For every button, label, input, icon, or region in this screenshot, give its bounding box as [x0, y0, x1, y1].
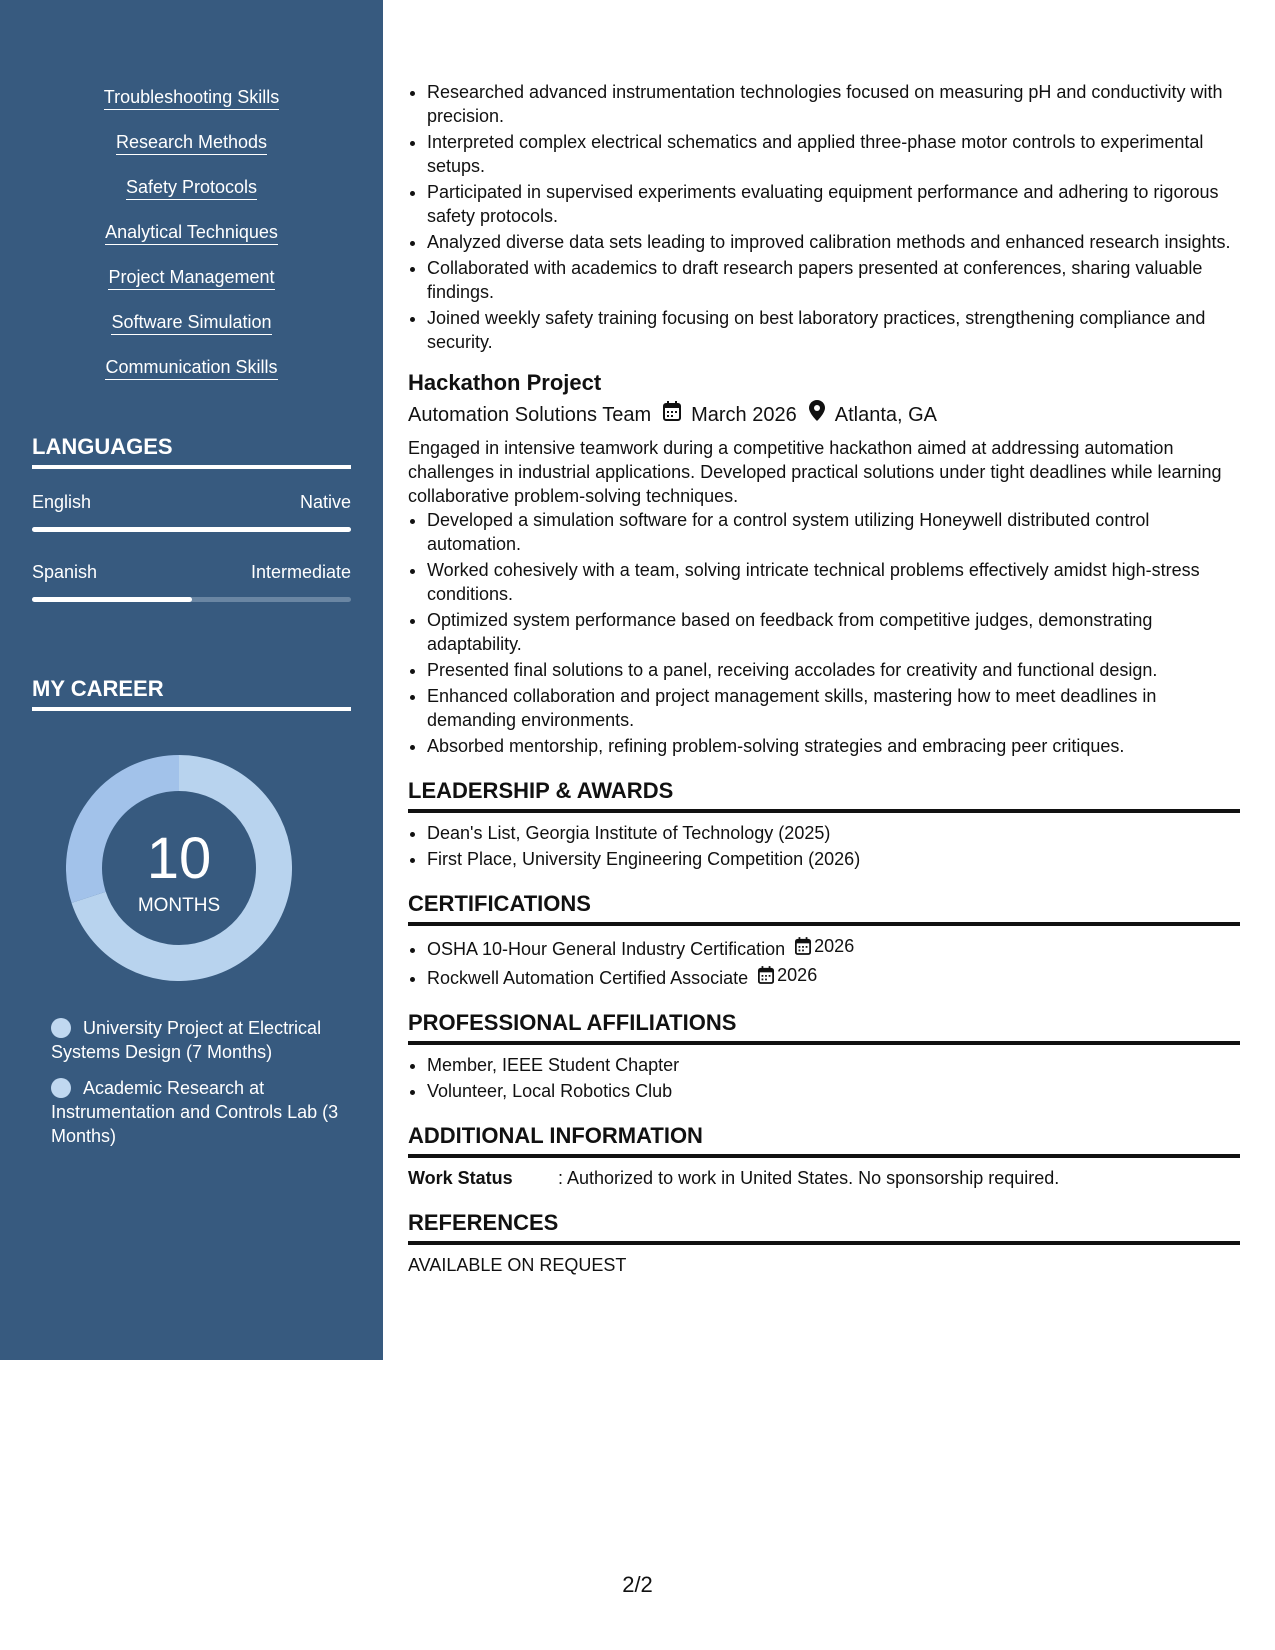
affiliations-heading: PROFESSIONAL AFFILIATIONS [408, 1008, 1240, 1045]
project-title: Hackathon Project [408, 370, 602, 395]
certification-year: 2026 [777, 965, 818, 985]
skill-item[interactable]: Project Management [108, 266, 274, 290]
leadership-heading: LEADERSHIP & AWARDS [408, 776, 1240, 813]
languages-heading: LANGUAGES [32, 434, 351, 469]
career-total-number: 10 [146, 826, 212, 891]
work-status-value: : Authorized to work in United States. No sponsorship required. [558, 1168, 1060, 1188]
career-legend [51, 1016, 341, 1160]
list-item [427, 963, 1240, 990]
certification-year: 2026 [814, 936, 855, 956]
references-text: AVAILABLE ON REQUEST [408, 1255, 627, 1275]
location-pin-icon [809, 400, 825, 430]
calendar-icon [795, 937, 811, 955]
language-level-fill [32, 597, 192, 602]
references-heading: REFERENCES [408, 1208, 1240, 1245]
skill-item[interactable]: Software Simulation [111, 311, 271, 335]
language-level: Intermediate [250, 562, 351, 582]
career-donut-chart [66, 755, 292, 981]
additional-info-heading: ADDITIONAL INFORMATION [408, 1121, 1240, 1158]
list-item: • Enhanced collaboration and project management skills, mastering how to meet deadlines in demanding environments. [427, 684, 1240, 732]
list-item: • Worked cohesively with a team, solving intricate technical problems effectively amidst high-stress conditions. [427, 558, 1240, 606]
language-spanish [32, 562, 351, 602]
career-legend-label: Academic Research at Instrumentation and Controls Lab (3 Months) [51, 1078, 339, 1146]
list-item: • Participated in supervised experiments evaluating equipment performance and adhering to rigorous safety protocols. [427, 180, 1240, 228]
certifications-heading: CERTIFICATIONS [408, 889, 1240, 926]
list-item: • Member, IEEE Student Chapter [427, 1053, 1240, 1077]
list-item: • First Place, University Engineering Competition (2026) [427, 847, 1240, 871]
main-content [408, 80, 1240, 1277]
list-item: • Joined weekly safety training focusing on best laboratory practices, strengthening compliance and security. [427, 306, 1240, 354]
project-meta [408, 400, 1240, 430]
calendar-icon [758, 966, 774, 984]
list-item [427, 934, 1240, 961]
list-item: • Volunteer, Local Robotics Club [427, 1079, 1240, 1103]
language-level-fill [32, 527, 351, 532]
language-level-bar [32, 597, 351, 602]
sidebar [0, 0, 383, 1360]
project-team: Automation Solutions Team [408, 404, 652, 426]
legend-dot-icon [51, 1078, 71, 1098]
page-number: 2/2 [622, 1572, 653, 1597]
work-status-row [408, 1166, 1240, 1190]
legend-dot-icon [51, 1018, 71, 1038]
project-bullets [408, 508, 1240, 758]
list-item: • Dean's List, Georgia Institute of Technology (2025) [427, 821, 1240, 845]
list-item: • Optimized system performance based on feedback from competitive judges, demonstrating adaptability. [427, 608, 1240, 656]
skill-item[interactable]: Troubleshooting Skills [104, 86, 279, 110]
work-status-label: Work Status [408, 1168, 513, 1188]
skill-item[interactable]: Safety Protocols [126, 176, 257, 200]
list-item: • Analyzed diverse data sets leading to improved calibration methods and enhanced research insights. [427, 230, 1240, 254]
project-date: March 2026 [691, 404, 797, 426]
language-english [32, 492, 351, 532]
list-item: • Absorbed mentorship, refining problem-solving strategies and embracing peer critiques. [427, 734, 1240, 758]
career-legend-label: University Project at Electrical Systems Design (7 Months) [51, 1018, 322, 1062]
language-level-bar [32, 527, 351, 532]
skill-item[interactable]: Analytical Techniques [105, 221, 278, 245]
certifications-list [408, 934, 1240, 990]
leadership-list [408, 821, 1240, 871]
list-item: • Collaborated with academics to draft research papers presented at conferences, sharing valuable findings. [427, 256, 1240, 304]
list-item: • Interpreted complex electrical schematics and applied three-phase motor controls to experimental setups. [427, 130, 1240, 178]
list-item: • Researched advanced instrumentation technologies focused on measuring pH and conductivity with precision. [427, 80, 1240, 128]
certification-name: Rockwell Automation Certified Associate [427, 968, 749, 988]
skills-list [0, 86, 383, 401]
language-name: English [32, 492, 92, 512]
skill-item[interactable]: Communication Skills [105, 356, 277, 380]
list-item: • Presented final solutions to a panel, receiving accolades for creativity and functional design. [427, 658, 1240, 682]
language-name: Spanish [32, 562, 98, 582]
certification-name: OSHA 10-Hour General Industry Certification [427, 939, 786, 959]
affiliations-list [408, 1053, 1240, 1103]
career-legend-item [51, 1076, 341, 1148]
language-level: Native [299, 492, 351, 512]
calendar-icon [663, 400, 681, 430]
career-legend-item [51, 1016, 341, 1064]
career-heading: MY CAREER [32, 676, 351, 711]
career-total-unit: MONTHS [137, 895, 221, 916]
list-item: • Developed a simulation software for a control system utilizing Honeywell distributed control automation. [427, 508, 1240, 556]
project-description: Engaged in intensive teamwork during a competitive hackathon aimed at addressing automation challenges in industrial applications. Developed practical solutions under tight deadlines while learning collaborative problem-solving techniques. [408, 438, 1222, 506]
project-location: Atlanta, GA [834, 404, 938, 426]
experience-bullets [408, 80, 1240, 354]
skill-item[interactable]: Research Methods [116, 131, 267, 155]
